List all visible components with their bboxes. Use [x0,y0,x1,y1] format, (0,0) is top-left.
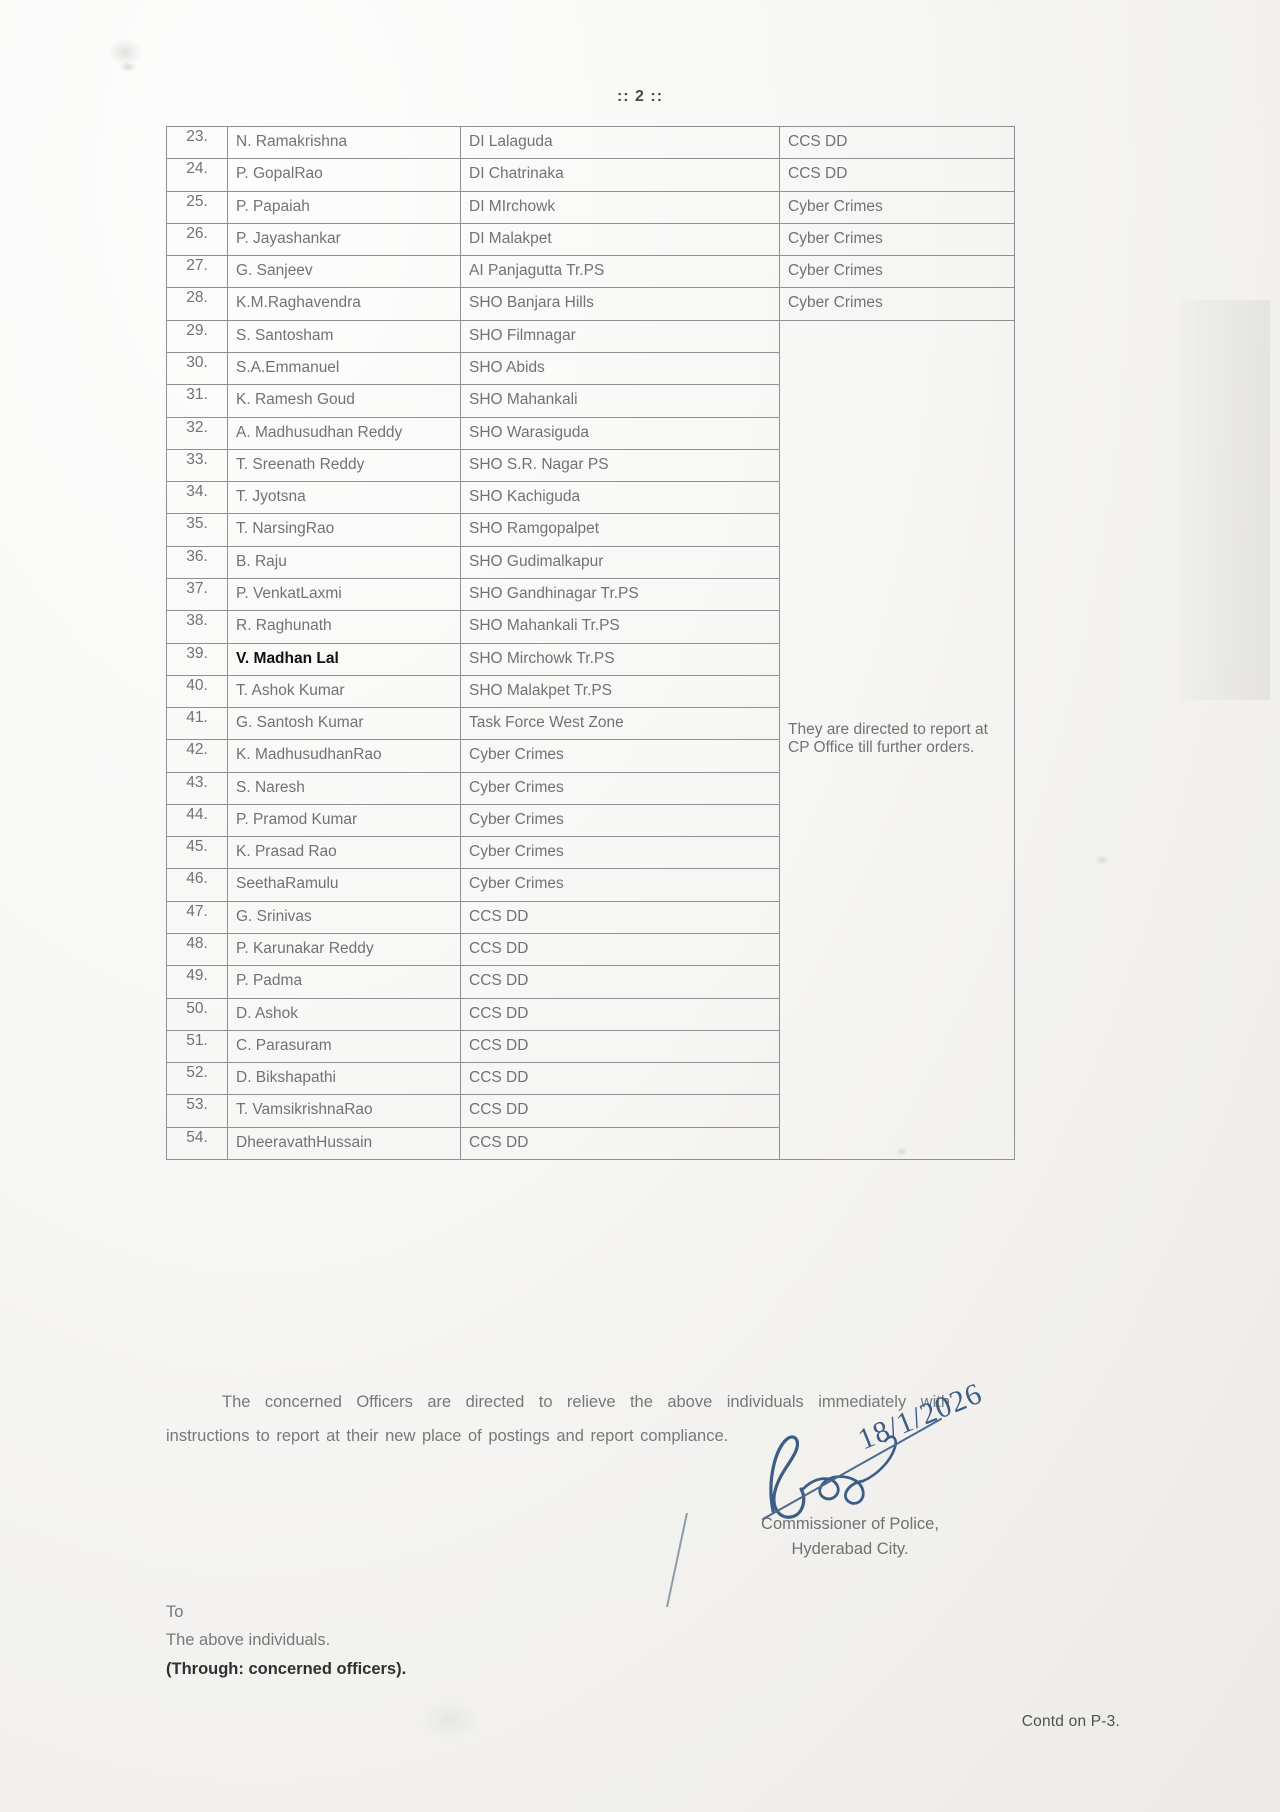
row-present-posting: SHO Gudimalkapur [461,546,780,578]
row-serial-number [167,385,228,417]
row-serial-number [167,869,228,901]
table-row [167,191,1015,223]
signatory-designation-line1: Commissioner of Police, [761,1515,939,1533]
row-present-posting: SHO Mahankali [461,385,780,417]
table-row [167,288,1015,320]
table-row [167,223,1015,255]
row-serial-text: 44. [186,805,208,823]
row-serial-number [167,1127,228,1159]
row-serial-text: 46. [186,870,208,888]
row-serial-number [167,708,228,740]
row-present-posting: SHO Malakpet Tr.PS [461,675,780,707]
row-officer-name: V. Madhan Lal [228,643,461,675]
row-serial-text: 37. [186,579,208,597]
row-serial-text: 41. [186,709,208,727]
row-serial-text: 40. [186,676,208,694]
row-serial-text: 25. [186,192,208,210]
scan-shadow [1180,300,1270,700]
row-officer-name: T. NarsingRao [228,514,461,546]
addressee-line-2: (Through: concerned officers). [166,1659,407,1678]
row-serial-number [167,998,228,1030]
page-number: :: 2 :: [616,88,664,105]
row-serial-text: 33. [186,450,208,468]
scan-artifact [108,38,142,66]
row-present-posting: AI Panjagutta Tr.PS [461,256,780,288]
row-serial-text: 47. [186,902,208,920]
row-present-posting: CCS DD [461,1030,780,1062]
row-serial-number [167,256,228,288]
row-serial-text: 31. [186,386,208,404]
row-present-posting: SHO Kachiguda [461,482,780,514]
scan-artifact [120,62,136,72]
row-serial-text: 38. [186,612,208,630]
row-serial-number [167,417,228,449]
row-present-posting: DI Lalaguda [461,127,780,159]
row-present-posting: Task Force West Zone [461,708,780,740]
row-serial-number [167,546,228,578]
row-officer-name: S.A.Emmanuel [228,352,461,384]
row-present-posting: CCS DD [461,934,780,966]
handwritten-date: 18/1/2026 [853,1376,987,1457]
row-serial-number [167,837,228,869]
row-serial-number [167,934,228,966]
row-serial-number [167,901,228,933]
scan-artifact [420,1700,480,1740]
row-officer-name: G. Srinivas [228,901,461,933]
row-serial-number [167,223,228,255]
row-serial-text: 32. [186,418,208,436]
row-serial-text: 23. [186,128,208,145]
row-officer-name: N. Ramakrishna [228,127,461,159]
row-serial-text: 30. [186,353,208,371]
row-serial-number [167,675,228,707]
row-serial-number [167,772,228,804]
roster-table-wrapper [166,126,988,1160]
row-serial-text: 54. [186,1128,208,1146]
row-officer-name: D. Bikshapathi [228,1063,461,1095]
row-present-posting: Cyber Crimes [461,740,780,772]
row-serial-number [167,643,228,675]
row-officer-name: P. Karunakar Reddy [228,934,461,966]
row-serial-text: 28. [186,289,208,307]
addressee-block [166,1598,406,1683]
row-serial-number [167,578,228,610]
row-present-posting: Cyber Crimes [461,804,780,836]
row-present-posting: SHO Abids [461,352,780,384]
row-serial-number [167,740,228,772]
row-serial-number [167,1095,228,1127]
row-remark: CCS DD [780,159,1015,191]
row-officer-name: P. VenkatLaxmi [228,578,461,610]
row-serial-text: 26. [186,224,208,242]
row-serial-number [167,191,228,223]
row-officer-name: C. Parasuram [228,1030,461,1062]
row-serial-text: 53. [186,1096,208,1114]
row-serial-number [167,514,228,546]
row-serial-number [167,966,228,998]
roster-table [166,126,1015,1160]
row-officer-name: D. Ashok [228,998,461,1030]
row-serial-number [167,611,228,643]
row-present-posting: Cyber Crimes [461,772,780,804]
table-row [167,127,1015,159]
scan-artifact [1095,855,1109,865]
table-row [167,320,1015,352]
merged-remark-cell: They are directed to report at CP Office till further orders. [780,320,1015,1159]
row-present-posting: CCS DD [461,901,780,933]
row-present-posting: DI Malakpet [461,223,780,255]
row-officer-name: K. Prasad Rao [228,837,461,869]
row-serial-number [167,159,228,191]
row-officer-name: K.M.Raghavendra [228,288,461,320]
roster-table-body [167,127,1015,1160]
row-officer-name: K. MadhusudhanRao [228,740,461,772]
row-serial-text: 34. [186,483,208,501]
row-serial-text: 45. [186,838,208,856]
row-serial-text: 24. [186,160,208,178]
continued-note: Contd on P-3. [1021,1713,1120,1730]
row-serial-number [167,1030,228,1062]
row-present-posting: CCS DD [461,1127,780,1159]
signature-block [690,1512,1010,1562]
closing-paragraph: The concerned Officers are directed to relieve the above individuals immediately with instructions to report at their new place of postings and report compliance. [166,1393,950,1446]
row-serial-number [167,449,228,481]
row-officer-name: R. Raghunath [228,611,461,643]
row-present-posting: SHO Mahankali Tr.PS [461,611,780,643]
row-officer-name: T. Jyotsna [228,482,461,514]
row-present-posting: DI MIrchowk [461,191,780,223]
row-present-posting: CCS DD [461,966,780,998]
row-officer-name: K. Ramesh Goud [228,385,461,417]
row-officer-name: T. Sreenath Reddy [228,449,461,481]
pen-strike [666,1513,688,1607]
row-officer-name: P. GopalRao [228,159,461,191]
row-serial-text: 42. [186,741,208,759]
row-serial-number [167,1063,228,1095]
row-present-posting: SHO Warasiguda [461,417,780,449]
row-present-posting: SHO S.R. Nagar PS [461,449,780,481]
row-officer-name: G. Santosh Kumar [228,708,461,740]
row-present-posting: SHO Banjara Hills [461,288,780,320]
row-serial-text: 50. [186,999,208,1017]
row-serial-text: 29. [186,321,208,339]
row-officer-name: S. Naresh [228,772,461,804]
row-serial-number [167,320,228,352]
row-officer-name: T. VamsikrishnaRao [228,1095,461,1127]
row-serial-text: 52. [186,1064,208,1082]
row-serial-text: 43. [186,773,208,791]
table-row [167,159,1015,191]
row-officer-name: G. Sanjeev [228,256,461,288]
row-serial-number [167,482,228,514]
addressee-line-1: The above individuals. [166,1631,331,1650]
row-officer-name: P. Papaiah [228,191,461,223]
row-present-posting: SHO Filmnagar [461,320,780,352]
row-remark: CCS DD [780,127,1015,159]
row-serial-text: 35. [186,515,208,533]
row-present-posting: SHO Ramgopalpet [461,514,780,546]
row-officer-name: P. Pramod Kumar [228,804,461,836]
row-officer-name: DheeravathHussain [228,1127,461,1159]
row-serial-number [167,352,228,384]
row-officer-name: B. Raju [228,546,461,578]
row-serial-text: 36. [186,547,208,565]
row-officer-name: T. Ashok Kumar [228,675,461,707]
row-serial-text: 27. [186,257,208,275]
row-remark: Cyber Crimes [780,288,1015,320]
row-serial-text: 51. [186,1031,208,1049]
row-serial-text: 49. [186,967,208,985]
row-serial-number [167,127,228,159]
row-present-posting: Cyber Crimes [461,837,780,869]
row-serial-text: 48. [186,935,208,953]
row-officer-name: A. Madhusudhan Reddy [228,417,461,449]
row-present-posting: SHO Mirchowk Tr.PS [461,643,780,675]
row-remark: Cyber Crimes [780,191,1015,223]
row-present-posting: CCS DD [461,1063,780,1095]
row-present-posting: SHO Gandhinagar Tr.PS [461,578,780,610]
row-remark: Cyber Crimes [780,256,1015,288]
row-remark: Cyber Crimes [780,223,1015,255]
row-officer-name: S. Santosham [228,320,461,352]
row-serial-number [167,804,228,836]
row-officer-name: P. Jayashankar [228,223,461,255]
row-present-posting: DI Chatrinaka [461,159,780,191]
to-label: To [166,1603,184,1621]
signatory-designation-line2: Hyderabad City. [791,1539,909,1558]
row-officer-name: SeethaRamulu [228,869,461,901]
row-officer-name: P. Padma [228,966,461,998]
row-serial-text: 39. [186,644,208,662]
row-present-posting: CCS DD [461,998,780,1030]
row-serial-number [167,288,228,320]
table-row [167,256,1015,288]
row-present-posting: CCS DD [461,1095,780,1127]
row-present-posting: Cyber Crimes [461,869,780,901]
